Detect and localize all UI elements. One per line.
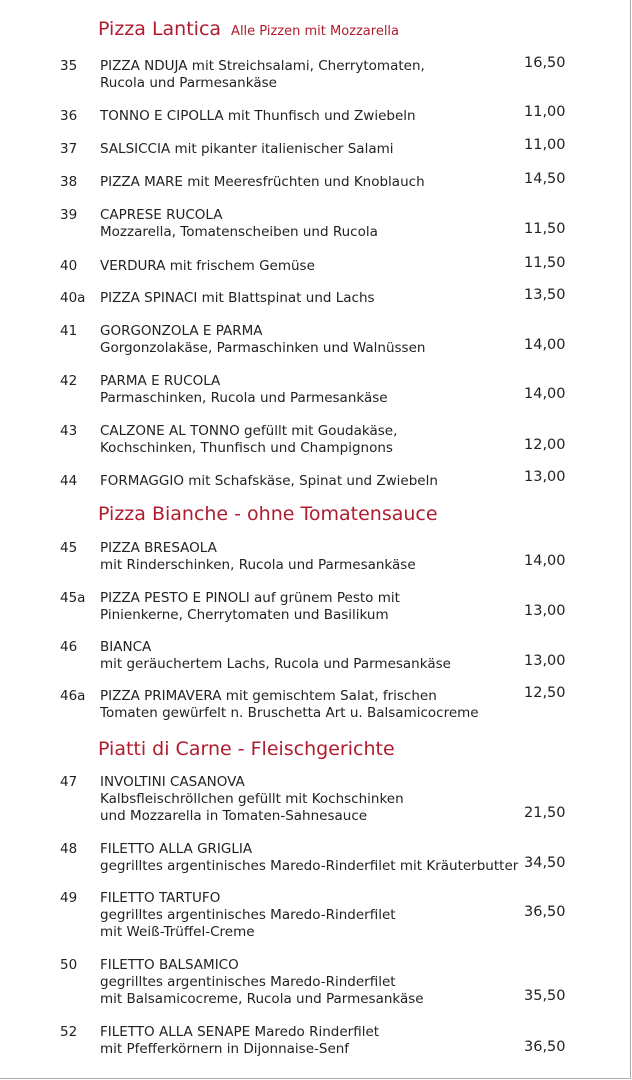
item-line1: FILETTO ALLA GRIGLIA xyxy=(100,841,253,857)
item-number: 40a xyxy=(60,290,86,306)
item-price: 34,50 xyxy=(524,855,566,871)
item-line3: und Mozzarella in Tomaten-Sahnesauce xyxy=(100,808,368,824)
item-number: 46a xyxy=(60,688,86,704)
item-line1: PIZZA PESTO E PINOLI auf grünem Pesto mit xyxy=(100,590,400,606)
item-description xyxy=(100,174,520,191)
section-title-text: Pizza Lantica xyxy=(98,18,222,40)
item-line2: gegrilltes argentinisches Maredo-Rinderfilet xyxy=(100,907,396,923)
section-title-pizza-bianche xyxy=(98,503,438,525)
item-line2: Kochschinken, Thunfisch und Champignons xyxy=(100,440,393,456)
item-line2: Gorgonzolakäse, Parmaschinken und Walnüssen xyxy=(100,340,426,356)
item-line2: gegrilltes argentinisches Maredo-Rinderfilet xyxy=(100,974,396,990)
item-line1: PIZZA BRESAOLA xyxy=(100,540,217,556)
item-number: 35 xyxy=(60,58,78,74)
item-line1: SALSICCIA mit pikanter italienischer Salami xyxy=(100,141,394,157)
item-price: 36,50 xyxy=(524,1039,566,1055)
section-title-text: Pizza Bianche - ohne Tomatensauce xyxy=(98,503,438,525)
item-number: 52 xyxy=(60,1024,78,1040)
item-number: 47 xyxy=(60,774,78,790)
item-price: 14,00 xyxy=(524,337,566,353)
item-number: 48 xyxy=(60,841,78,857)
item-line1: PIZZA NDUJA mit Streichsalami, Cherrytomaten, xyxy=(100,58,425,74)
item-description xyxy=(100,540,520,574)
item-price: 12,50 xyxy=(524,685,566,701)
item-number: 44 xyxy=(60,473,78,489)
item-line1: FILETTO ALLA SENAPE Maredo Rinderfilet xyxy=(100,1024,380,1040)
item-line1: FORMAGGIO mit Schafskäse, Spinat und Zwiebeln xyxy=(100,473,438,489)
section-title-text: Piatti di Carne - Fleischgerichte xyxy=(98,738,395,760)
item-line1: PARMA E RUCOLA xyxy=(100,373,221,389)
item-description xyxy=(100,207,520,241)
item-price: 11,00 xyxy=(524,104,566,120)
item-line1: PIZZA MARE mit Meeresfrüchten und Knoblauch xyxy=(100,174,425,190)
item-number: 43 xyxy=(60,423,78,439)
item-line2: Kalbsfleischröllchen gefüllt mit Kochschinken xyxy=(100,791,404,807)
item-line3: mit Weiß-Trüffel-Creme xyxy=(100,924,255,940)
item-line1: TONNO E CIPOLLA mit Thunfisch und Zwiebeln xyxy=(100,108,416,124)
item-line1: FILETTO TARTUFO xyxy=(100,890,221,906)
item-line1: FILETTO BALSAMICO xyxy=(100,957,239,973)
item-price: 13,00 xyxy=(524,469,566,485)
item-line2: Mozzarella, Tomatenscheiben und Rucola xyxy=(100,224,378,240)
item-description xyxy=(100,423,520,457)
item-price: 16,50 xyxy=(524,55,566,71)
item-line2: Parmaschinken, Rucola und Parmesankäse xyxy=(100,390,388,406)
item-number: 49 xyxy=(60,890,78,906)
item-price: 35,50 xyxy=(524,988,566,1004)
item-price: 14,00 xyxy=(524,553,566,569)
item-description xyxy=(100,957,520,1008)
item-price: 13,00 xyxy=(524,653,566,669)
item-price: 14,50 xyxy=(524,171,566,187)
item-number: 42 xyxy=(60,373,78,389)
item-line2: Rucola und Parmesankäse xyxy=(100,75,277,91)
item-price: 13,50 xyxy=(524,287,566,303)
item-number: 45a xyxy=(60,590,86,606)
item-description xyxy=(100,323,520,357)
item-description xyxy=(100,108,520,125)
section-subtitle: Alle Pizzen mit Mozzarella xyxy=(231,24,400,39)
item-description xyxy=(100,141,520,158)
item-price: 36,50 xyxy=(524,904,566,920)
item-line1: INVOLTINI CASANOVA xyxy=(100,774,245,790)
item-description xyxy=(100,774,520,825)
item-description xyxy=(100,1024,520,1058)
item-number: 37 xyxy=(60,141,78,157)
item-description xyxy=(100,373,520,407)
item-number: 40 xyxy=(60,258,78,274)
item-number: 46 xyxy=(60,639,78,655)
item-description xyxy=(100,473,520,490)
item-number: 45 xyxy=(60,540,78,556)
item-line3: mit Balsamicocreme, Rucola und Parmesankäse xyxy=(100,991,424,1007)
item-description xyxy=(100,590,520,624)
item-line1: CAPRESE RUCOLA xyxy=(100,207,223,223)
section-title-piatti-di-carne xyxy=(98,738,395,760)
item-line2: Pinienkerne, Cherrytomaten und Basilikum xyxy=(100,607,389,623)
item-line2: gegrilltes argentinisches Maredo-Rinderfilet mit Kräuterbutter xyxy=(100,858,519,874)
item-line1: CALZONE AL TONNO gefüllt mit Goudakäse, xyxy=(100,423,398,439)
item-description xyxy=(100,290,520,307)
item-price: 11,00 xyxy=(524,137,566,153)
item-description xyxy=(100,58,520,92)
item-line2: Tomaten gewürfelt n. Bruschetta Art u. Balsamicocreme xyxy=(100,705,479,721)
item-line1: BIANCA xyxy=(100,639,152,655)
item-price: 13,00 xyxy=(524,603,566,619)
item-price: 14,00 xyxy=(524,386,566,402)
item-number: 36 xyxy=(60,108,78,124)
item-description xyxy=(100,841,520,875)
item-price: 11,50 xyxy=(524,255,566,271)
item-number: 50 xyxy=(60,957,78,973)
item-line2: mit geräuchertem Lachs, Rucola und Parmesankäse xyxy=(100,656,451,672)
item-line1: GORGONZOLA E PARMA xyxy=(100,323,263,339)
item-line1: PIZZA PRIMAVERA mit gemischtem Salat, frischen xyxy=(100,688,437,704)
item-description xyxy=(100,258,520,275)
item-number: 41 xyxy=(60,323,78,339)
item-line2: mit Rinderschinken, Rucola und Parmesankäse xyxy=(100,557,416,573)
item-number: 38 xyxy=(60,174,78,190)
item-description xyxy=(100,639,520,673)
item-number: 39 xyxy=(60,207,78,223)
item-price: 11,50 xyxy=(524,221,566,237)
item-line1: PIZZA SPINACI mit Blattspinat und Lachs xyxy=(100,290,375,306)
section-title-pizza-lantica xyxy=(98,18,399,40)
item-description xyxy=(100,890,520,941)
item-price: 12,00 xyxy=(524,437,566,453)
item-description xyxy=(100,688,520,722)
item-line2: mit Pfefferkörnern in Dijonnaise-Senf xyxy=(100,1041,350,1057)
item-price: 21,50 xyxy=(524,805,566,821)
item-line1: VERDURA mit frischem Gemüse xyxy=(100,258,315,274)
